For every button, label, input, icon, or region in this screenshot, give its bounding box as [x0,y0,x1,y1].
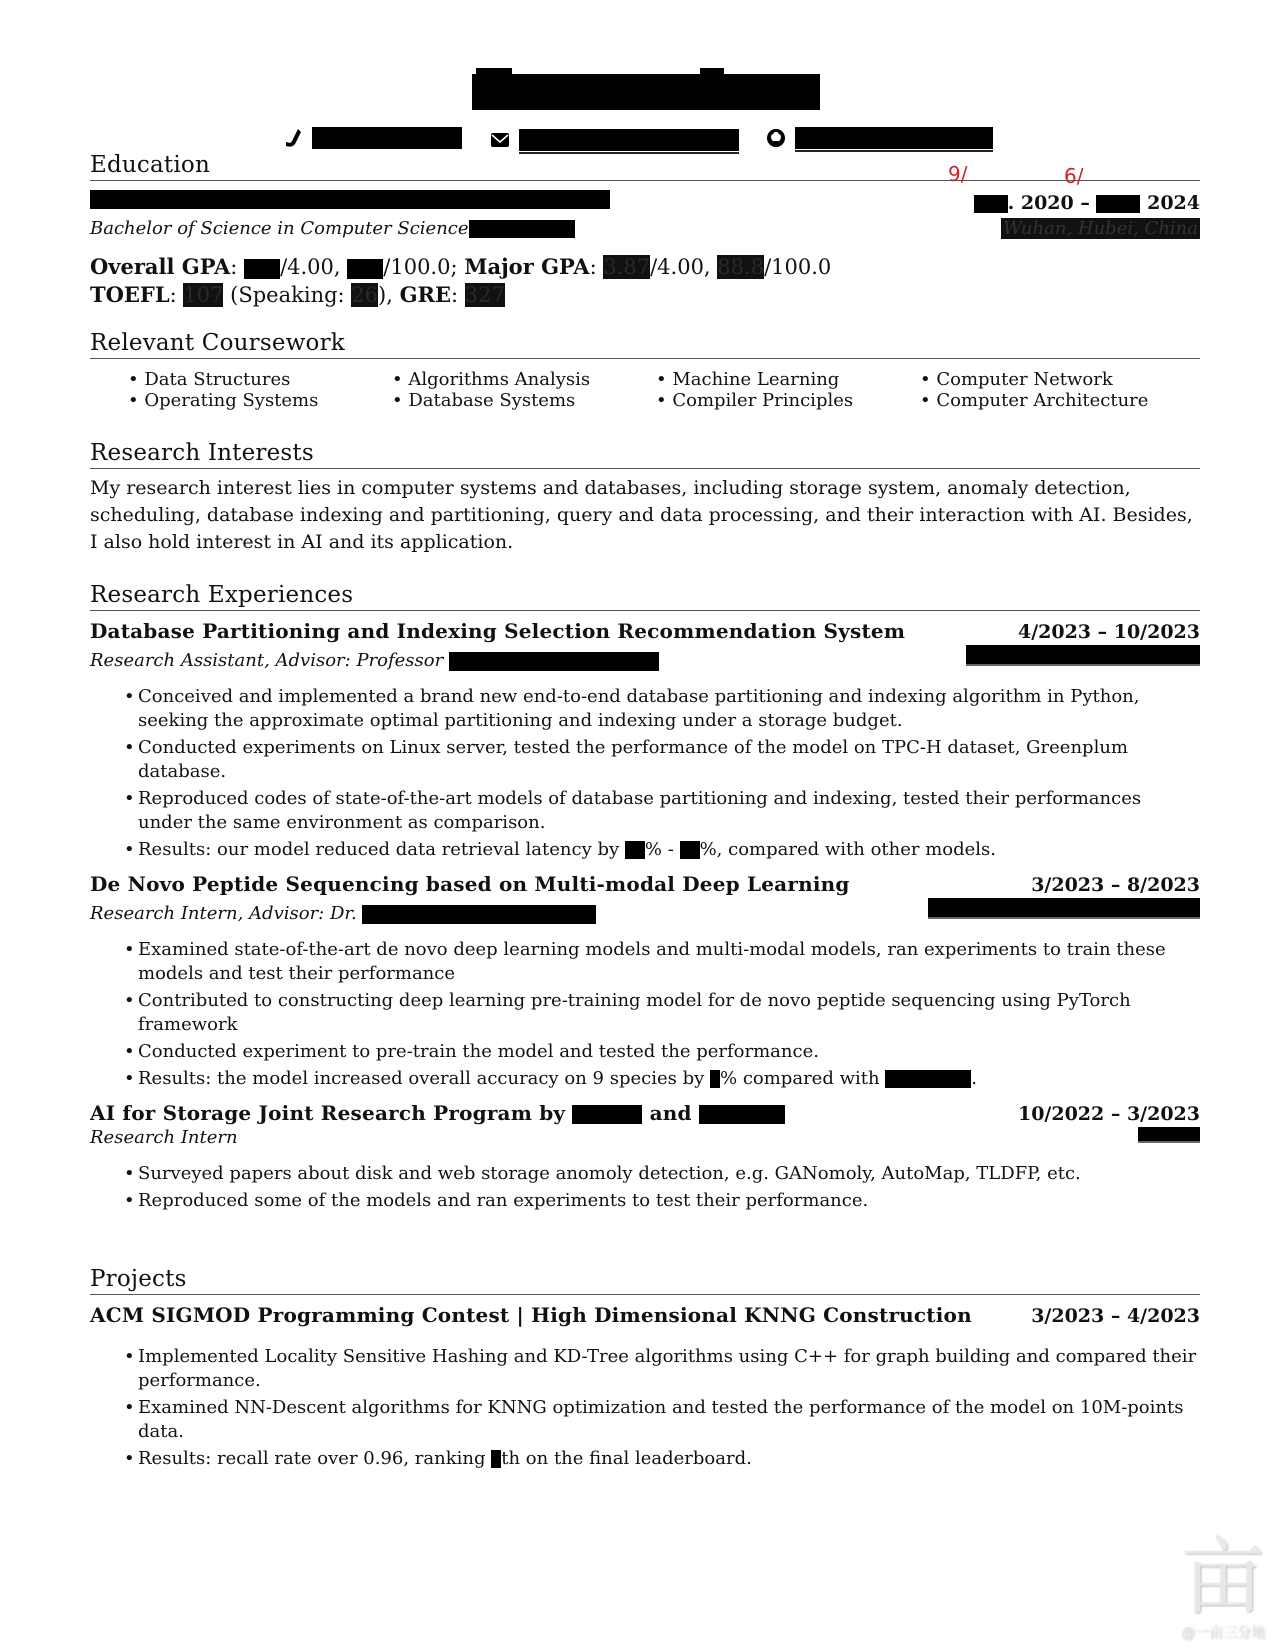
watermark-handle: @一亩三分地 [1180,1625,1265,1641]
bullet-item: • Surveyed papers about disk and web storage anomoly detection, e.g. GANomoly, AutoMap, TLDFP, etc. [138,1162,1200,1186]
watermark [1180,1528,1265,1642]
contact-email[interactable] [489,126,739,154]
gpa-line: Overall GPA: /4.00, /100.0; Major GPA: 3.87/4.00, 88.8/100.0 [90,254,832,279]
project-entry [90,1303,1200,1471]
phone-icon [282,127,304,149]
overall-gpa-4-redacted [244,259,280,279]
bullet-item-result: • Results: recall rate over 0.96, ranking th on the final leaderboard. [138,1447,1200,1471]
section-title-interests: Research Interests [90,440,1200,469]
project-title: ACM SIGMOD Programming Contest | High Dimensional KNNG Construction [90,1303,972,1327]
bullet-item: • Reproduced codes of state-of-the-art models of database partitioning and indexing, tested their performances under the same environment as comparison. [138,787,1200,835]
section-title-projects: Projects [90,1266,1200,1295]
section-title-coursework: Relevant Coursework [90,330,1200,359]
overall-gpa-100-redacted [347,259,383,279]
rank-redacted [491,1450,501,1468]
course-item: • Computer Architecture [920,390,1184,411]
test-scores-line: TOEFL: 107 (Speaking: 26), GRE: 327 [90,282,505,307]
course-item: • Compiler Principles [656,390,920,411]
toefl-score: 107 [183,283,224,307]
org-redacted [572,1105,642,1124]
experience-role: Research Intern, Advisor: Dr. [90,903,596,924]
course-item: • Data Structures [128,369,392,390]
course-item: • Machine Learning [656,369,920,390]
location-redacted [1138,1127,1200,1143]
experience-date: 3/2023 – 8/2023 [1031,874,1200,896]
value-redacted [625,841,645,859]
bullet-item: • Conceived and implemented a brand new end-to-end database partitioning and indexing algorithm in Python, seeking the approximate optimal partitioning and indexing under a storage budget. [138,685,1200,733]
experience-entry [90,872,1200,1091]
bullet-item-result: • Results: our model reduced data retrieval latency by % - %, compared with other models. [138,838,1200,862]
major-gpa-100: 88.8 [717,255,765,279]
experience-date: 4/2023 – 10/2023 [1017,621,1200,643]
baseline-redacted [885,1070,971,1088]
course-list [90,369,1200,411]
bullet-item: • Conducted experiments on Linux server, tested the performance of the model on TPC-H dataset, Greenplum database. [138,736,1200,784]
gre-score: 327 [464,283,505,307]
education-section [90,152,1200,309]
education-date: . 2020 – 2024 [974,192,1200,214]
experience-date: 10/2022 – 3/2023 [1017,1103,1200,1125]
coursework-section [90,330,1200,411]
value-redacted [680,841,700,859]
institution-redacted [90,190,610,209]
phone-value-redacted [312,127,462,149]
advisor-redacted [362,905,596,924]
interests-text: My research interest lies in computer systems and databases, including storage system, anomaly detection, scheduling, database indexing and partitioning, query and data processing, and their interaction with AI. Besides, I also hold interest in AI and its application. [90,477,1193,553]
experience-title: Database Partitioning and Indexing Selection Recommendation System [90,619,906,643]
end-month-redacted [1096,195,1140,213]
course-item: • Operating Systems [128,390,392,411]
speaking-score: 26 [351,283,379,307]
course-item: • Database Systems [392,390,656,411]
bullet-item: • Contributed to constructing deep learning pre-training model for de novo peptide sequencing using PyTorch framework [138,989,1200,1037]
name-redacted [472,74,820,110]
project-date: 3/2023 – 4/2023 [1031,1305,1200,1327]
github-value-redacted [795,127,993,149]
section-title-experiences: Research Experiences [90,582,1200,611]
experience-role: Research Intern [90,1127,238,1148]
bullet-item: • Examined NN-Descent algorithms for KNNG optimization and tested the performance of the model on 10M-points data. [138,1396,1200,1444]
bullet-item: • Examined state-of-the-art de novo deep learning models and multi-modal models, ran experiments to train these models and test their performance [138,938,1200,986]
projects-section [90,1266,1200,1474]
education-location: Wuhan, Hubei, China [1003,218,1198,239]
bullet-item: • Implemented Locality Sensitive Hashing and KD-Tree algorithms using C++ for graph building and compared their performance. [138,1345,1200,1393]
course-item: • Computer Network [920,369,1184,390]
value-redacted [710,1070,720,1088]
org-redacted [699,1105,785,1124]
advisor-redacted [449,652,659,671]
experience-entry [90,619,1200,862]
contact-phone[interactable] [282,127,462,149]
bullet-item: • Conducted experiment to pre-train the model and tested the performance. [138,1040,1200,1064]
bullet-item-result: • Results: the model increased overall accuracy on 9 species by % compared with . [138,1067,1200,1091]
experience-entry [90,1101,1200,1213]
contact-bar [0,124,1275,154]
github-icon [765,127,787,149]
annotation-end-month: 6/ [1064,164,1084,188]
experience-title: De Novo Peptide Sequencing based on Multi-modal Deep Learning [90,872,850,896]
experience-title: AI for Storage Joint Research Program by and [90,1101,785,1125]
location-redacted [966,645,1200,666]
degree: Bachelor of Science in Computer Science [90,218,575,239]
email-value-redacted [519,129,739,151]
experience-role: Research Assistant, Advisor: Professor [90,650,659,671]
watermark-logo-icon: 亩 [1180,1528,1265,1626]
bullet-item: • Reproduced some of the models and ran experiments to test their performance. [138,1189,1200,1213]
section-title-education: Education [90,152,1200,181]
course-item: • Algorithms Analysis [392,369,656,390]
start-month-redacted [974,195,1008,213]
contact-github[interactable] [765,124,993,152]
degree-detail-redacted [469,220,575,238]
major-gpa-4: 3.87 [603,255,651,279]
interests-section [90,440,1200,556]
envelope-icon [489,129,511,151]
annotation-start-month: 9/ [948,162,968,186]
location-redacted [928,898,1200,919]
experiences-section [90,582,1200,1216]
